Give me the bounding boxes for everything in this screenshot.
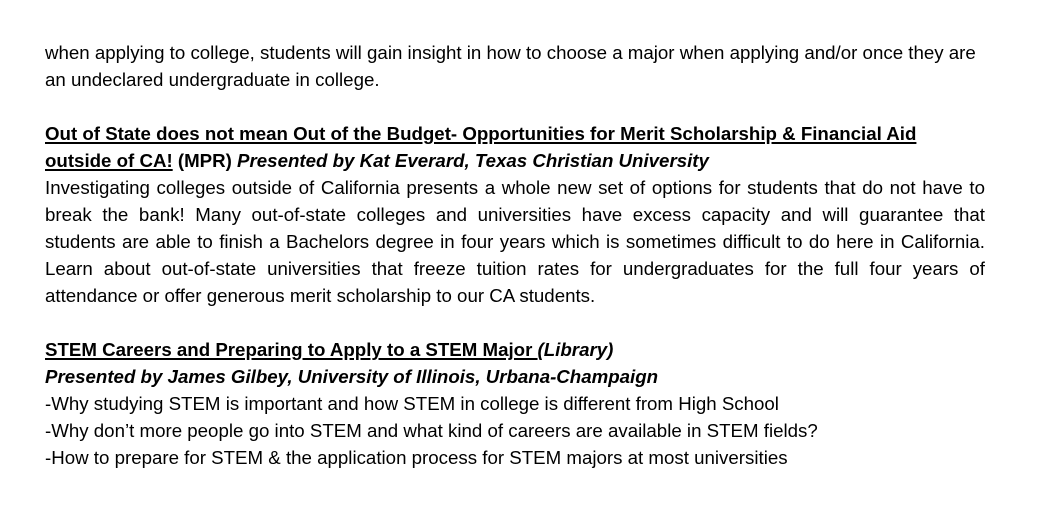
session-presenter: Presented by James Gilbey, University of Illinois, Urbana-Champaign (45, 366, 659, 387)
list-item: -Why don’t more people go into STEM and what kind of careers are available in STEM fields? (45, 420, 818, 441)
list-item: -How to prepare for STEM & the application process for STEM majors at most universities (45, 447, 788, 468)
session-description: Investigating colleges outside of California presents a whole new set of options for students that do not have to break the bank! Many out-of-state colleges and universities have excess capacity and will guarantee that students are able to finish a Bachelors degree in four years which is sometimes difficult to do here in California. Learn about out-of-state universities that freeze tuition rates for undergraduates for the full four years of attendance or offer generous merit scholarship to our CA students. (45, 177, 985, 306)
session-out-of-state (45, 120, 985, 309)
session-stem (45, 336, 985, 471)
session-title: Out of State does not mean Out of the Budget- Opportunities for Merit Scholarship & Financial Aid outside of CA! (45, 123, 917, 171)
list-item: -Why studying STEM is important and how STEM in college is different from High School (45, 393, 779, 414)
session-heading (45, 120, 985, 174)
session-heading (45, 336, 985, 363)
session-location: (MPR) (172, 150, 238, 171)
session-presenter: Presented by Kat Everard, Texas Christian University (237, 150, 709, 171)
document-page (45, 39, 985, 471)
session-location: (Library) (537, 339, 614, 360)
session-title: STEM Careers and Preparing to Apply to a STEM Major (45, 339, 538, 360)
intro-paragraph: when applying to college, students will gain insight in how to choose a major when applying and/or once they are an undeclared undergraduate in college. (45, 42, 976, 90)
session-bullet-list (45, 390, 985, 471)
